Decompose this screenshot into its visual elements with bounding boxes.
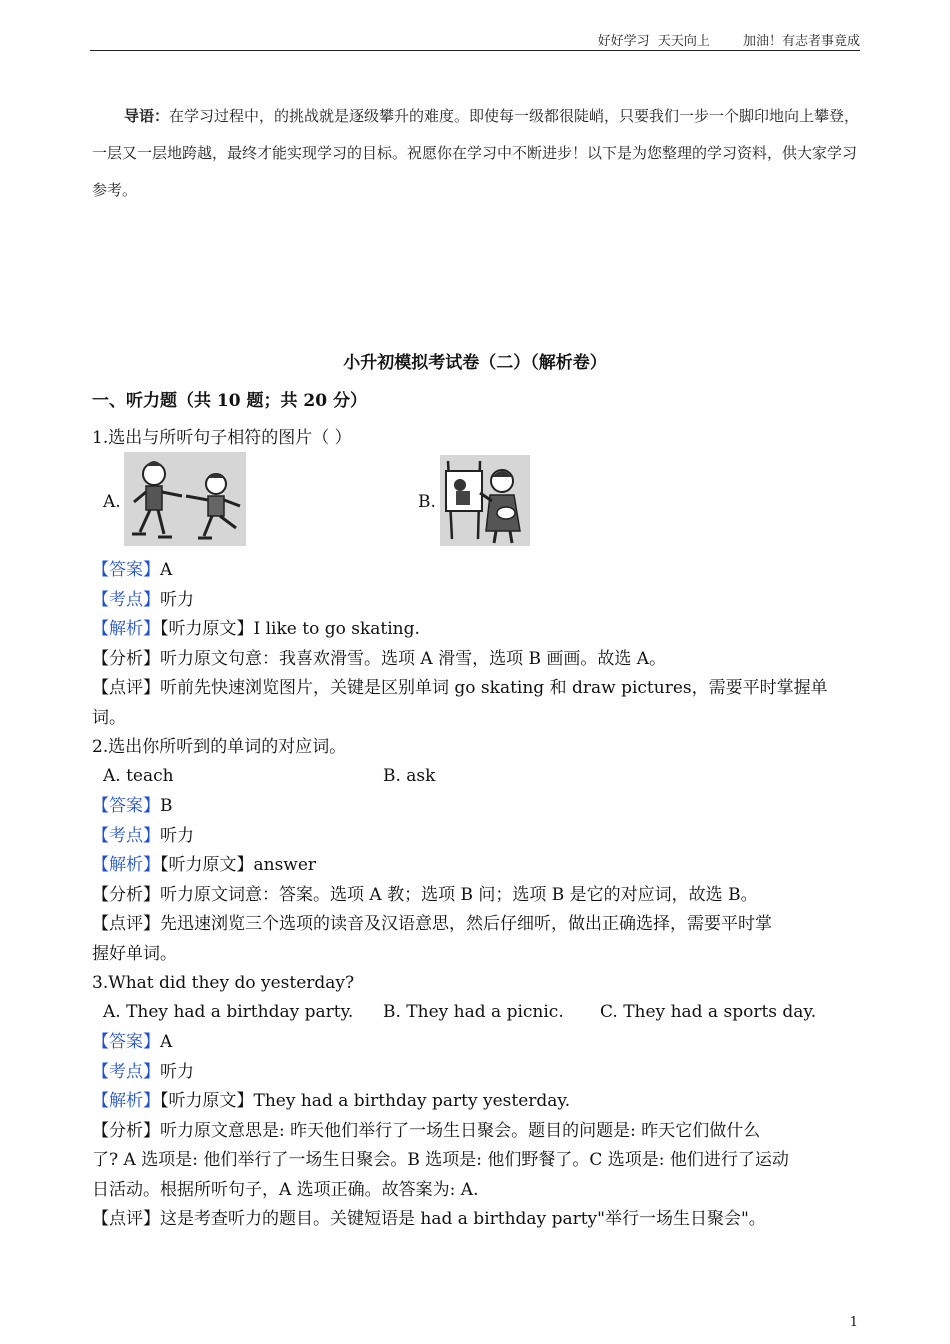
q2-fenxi: 【分析】听力原文词意：答案。选项 A 教；选项 B 问；选项 B 是它的对应词，故选 B。: [92, 885, 758, 905]
jiexi-value: 【听力原文】They had a birthday party yesterday.: [160, 1091, 571, 1111]
q1-dianping-line2: 词。: [92, 708, 126, 728]
answer-value: A: [160, 1032, 173, 1052]
kaodian-tag: 【考点】: [92, 590, 160, 610]
painting-picture: [440, 455, 530, 546]
jiexi-tag: 【解析】: [92, 619, 160, 639]
skating-picture: [124, 452, 246, 546]
q3-fenxi-line3: 日活动。根据所听句子，A 选项正确。故答案为: A.: [92, 1180, 479, 1200]
q2-option-a: A. teach: [103, 766, 174, 786]
q3-fenxi-line1: 【分析】听力原文意思是: 昨天他们举行了一场生日聚会。题目的问题是: 昨天它们做什么: [92, 1121, 761, 1141]
q3-answer: [92, 1028, 172, 1058]
q3-option-c: C. They had a sports day.: [600, 1002, 817, 1022]
section-heading: 一、听力题（共 10 题；共 20 分）: [92, 391, 367, 411]
jiexi-tag: 【解析】: [92, 1091, 160, 1111]
page-number: 1: [849, 1315, 858, 1330]
answer-value: B: [160, 796, 173, 816]
skating-children-illustration: [124, 452, 246, 546]
answer-tag: 【答案】: [92, 796, 160, 816]
q3-dianping: 【点评】这是考查听力的题目。关键短语是 had a birthday party"举行一场生日聚会"。: [92, 1209, 766, 1229]
q1-fenxi: 【分析】听力原文句意：我喜欢滑雪。选项 A 滑雪，选项 B 画画。故选 A。: [92, 649, 667, 669]
q1-option-a-label: A.: [103, 492, 121, 512]
exam-title: 小升初模拟考试卷（二）（解析卷）: [343, 353, 607, 373]
jiexi-value: 【听力原文】I like to go skating.: [160, 619, 420, 639]
intro-label: 导语：: [124, 107, 170, 125]
jiexi-value: 【听力原文】answer: [160, 855, 317, 875]
q1-jiexi: [92, 615, 420, 645]
q3-stem: 3.What did they do yesterday?: [92, 973, 355, 993]
kaodian-value: 听力: [160, 1062, 194, 1082]
q3-option-b: B. They had a picnic.: [383, 1002, 564, 1022]
q2-dianping-line1: 【点评】先迅速浏览三个选项的读音及汉语意思，然后仔细听，做出正确选择，需要平时掌: [92, 914, 772, 934]
q2-kaodian: [92, 822, 194, 852]
q3-kaodian: [92, 1058, 194, 1088]
intro-paragraph: [92, 98, 862, 209]
q2-option-b: B. ask: [383, 766, 436, 786]
answer-value: A: [160, 560, 173, 580]
header-motto: 好好学习 天天向上 加油！有志者事竟成: [597, 34, 860, 49]
q3-fenxi-line2: 了? A 选项是: 他们举行了一场生日聚会。B 选项是: 他们野餐了。C 选项是: 他们进行了运动: [92, 1150, 789, 1170]
q1-answer: [92, 556, 172, 586]
q1-option-b-label: B.: [418, 492, 436, 512]
q2-dianping-line2: 握好单词。: [92, 944, 177, 964]
page-header: [90, 28, 860, 51]
q2-stem: 2.选出你所听到的单词的对应词。: [92, 737, 347, 757]
child-painting-illustration: [440, 455, 530, 546]
q1-kaodian: [92, 586, 194, 616]
q1-dianping-line1: 【点评】听前先快速浏览图片，关键是区别单词 go skating 和 draw pictures，需要平时掌握单: [92, 678, 828, 698]
answer-tag: 【答案】: [92, 1032, 160, 1052]
q1-stem: 1.选出与所听句子相符的图片（ ）: [92, 428, 352, 448]
q2-answer: [92, 792, 173, 822]
kaodian-tag: 【考点】: [92, 1062, 160, 1082]
kaodian-value: 听力: [160, 826, 194, 846]
q2-jiexi: [92, 851, 316, 881]
intro-text: 在学习过程中，的挑战就是逐级攀升的难度。即使每一级都很陡峭，只要我们一步一个脚印地向上攀登，一层又一层地跨越，最终才能实现学习的目标。祝愿你在学习中不断进步！以下是为您整理的学习资料，供大家学习参考。: [92, 107, 860, 199]
kaodian-tag: 【考点】: [92, 826, 160, 846]
q3-jiexi: [92, 1087, 570, 1117]
q3-option-a: A. They had a birthday party.: [103, 1002, 354, 1022]
answer-tag: 【答案】: [92, 560, 160, 580]
jiexi-tag: 【解析】: [92, 855, 160, 875]
kaodian-value: 听力: [160, 590, 194, 610]
